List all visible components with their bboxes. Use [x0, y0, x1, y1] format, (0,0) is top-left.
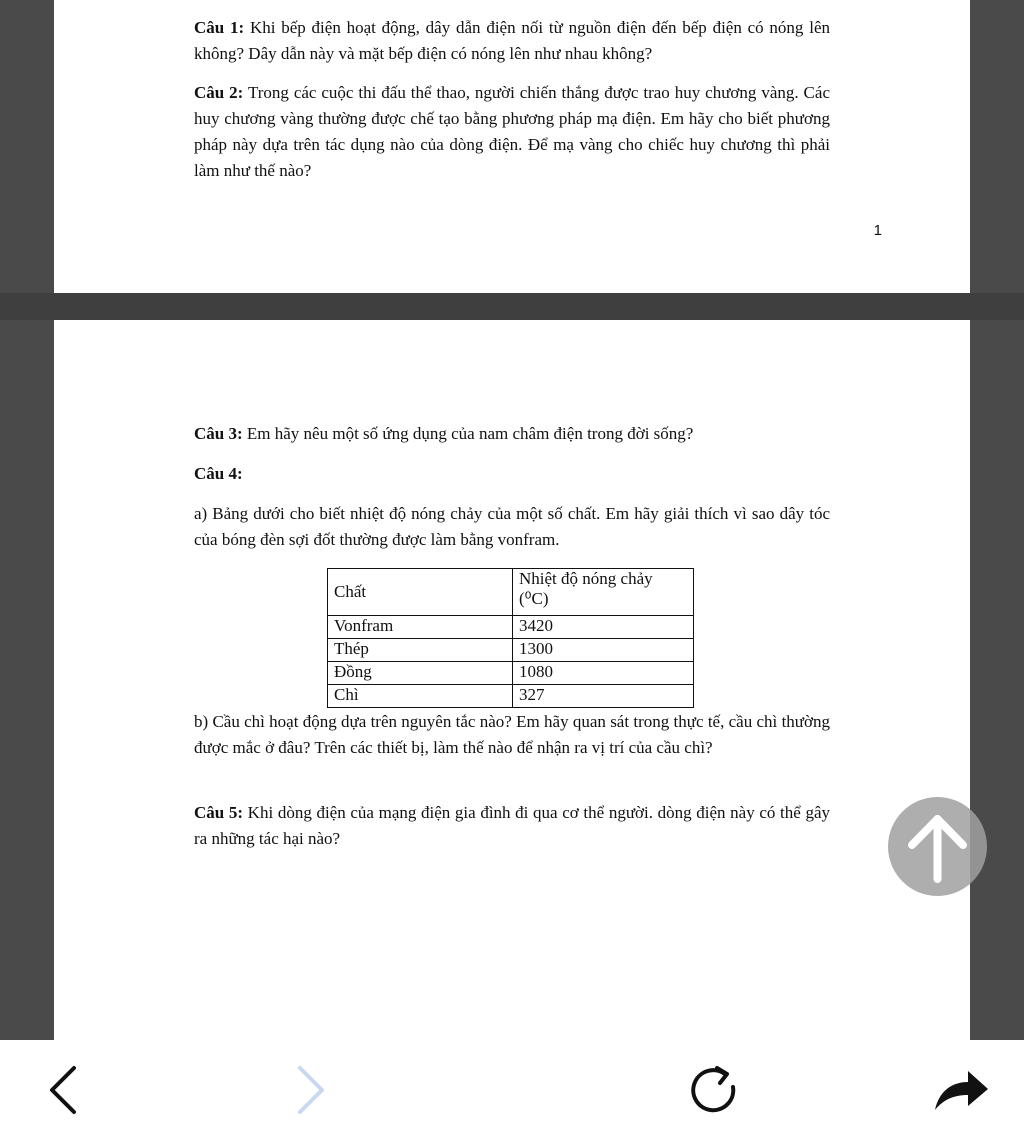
- question-3-label: Câu 3:: [194, 424, 243, 443]
- table-header-row: [328, 569, 694, 616]
- table-header-substance: Chất: [328, 569, 513, 616]
- question-5: [194, 800, 830, 852]
- table-row: [328, 616, 694, 639]
- question-4b: b) Cầu chì hoạt động dựa trên nguyên tắc nào? Em hãy quan sát trong thực tế, cầu chì thường được mắc ở đâu? Trên các thiết bị, làm thế nào để nhận ra vị trí của cầu chì?: [194, 712, 830, 757]
- question-4-label: Câu 4:: [194, 464, 243, 483]
- table-cell-melting-point: 327: [513, 685, 694, 708]
- table-cell-melting-point: 3420: [513, 616, 694, 639]
- table-header-unit: (⁰C): [519, 589, 549, 608]
- scroll-to-top-button[interactable]: [888, 797, 987, 896]
- table-cell-substance: Thép: [328, 639, 513, 662]
- table-header-melting-point-line1: Nhiệt độ nóng chảy: [519, 569, 653, 588]
- melting-point-table: [327, 568, 694, 708]
- question-1: [194, 15, 830, 67]
- reload-icon: [684, 1060, 744, 1120]
- table-cell-melting-point: 1080: [513, 662, 694, 685]
- question-5-label: Câu 5:: [194, 803, 244, 822]
- table-header-melting-point: [513, 569, 694, 616]
- table-row: [328, 662, 694, 685]
- chevron-left-icon: [38, 1060, 98, 1120]
- table-row: [328, 685, 694, 708]
- question-5-text: Khi dòng điện của mạng điện gia đình đi qua cơ thể người. dòng điện này có thể gây ra những tác hại nào?: [194, 803, 830, 848]
- table-row: [328, 639, 694, 662]
- table-cell-melting-point: 1300: [513, 639, 694, 662]
- share-arrow-icon: [930, 1060, 990, 1120]
- forward-button[interactable]: [282, 1060, 342, 1120]
- question-3: [194, 421, 830, 447]
- document-page-2: [54, 320, 970, 1040]
- document-page-1: [54, 0, 970, 293]
- reload-button[interactable]: [684, 1060, 744, 1120]
- question-4a: a) Bảng dưới cho biết nhiệt độ nóng chảy của một số chất. Em hãy giải thích vì sao dây tóc của bóng đèn sợi đốt thường được làm bằng vonfram.: [194, 504, 830, 549]
- question-3-text: Em hãy nêu một số ứng dụng của nam châm điện trong đời sống?: [242, 424, 694, 443]
- page-number: 1: [873, 222, 882, 239]
- question-2-text: Trong các cuộc thi đấu thể thao, người chiến thắng được trao huy chương vàng. Các huy chương vàng thường được chế tạo bằng phương pháp mạ điện. Em hãy cho biết phương pháp này dựa trên tác dụng nào của dòng điện. Để mạ vàng cho chiếc huy chương thì phải làm như thế nào?: [194, 83, 830, 180]
- question-2: [194, 80, 830, 184]
- arrow-up-icon: [888, 797, 987, 896]
- share-button[interactable]: [930, 1060, 990, 1120]
- question-2-label: Câu 2:: [194, 83, 244, 102]
- question-1-label: Câu 1:: [194, 18, 245, 37]
- table-cell-substance: Chì: [328, 685, 513, 708]
- table-cell-substance: Vonfram: [328, 616, 513, 639]
- question-1-text: Khi bếp điện hoạt động, dây dẫn điện nối từ nguồn điện đến bếp điện có nóng lên không? Dây dẫn này và mặt bếp điện có nóng lên như nhau không?: [194, 18, 830, 63]
- question-4-heading: [194, 461, 830, 487]
- page-separator: [0, 293, 1024, 320]
- table-cell-substance: Đồng: [328, 662, 513, 685]
- back-button[interactable]: [38, 1060, 98, 1120]
- browser-toolbar: [0, 1040, 1024, 1139]
- chevron-right-icon: [282, 1060, 342, 1120]
